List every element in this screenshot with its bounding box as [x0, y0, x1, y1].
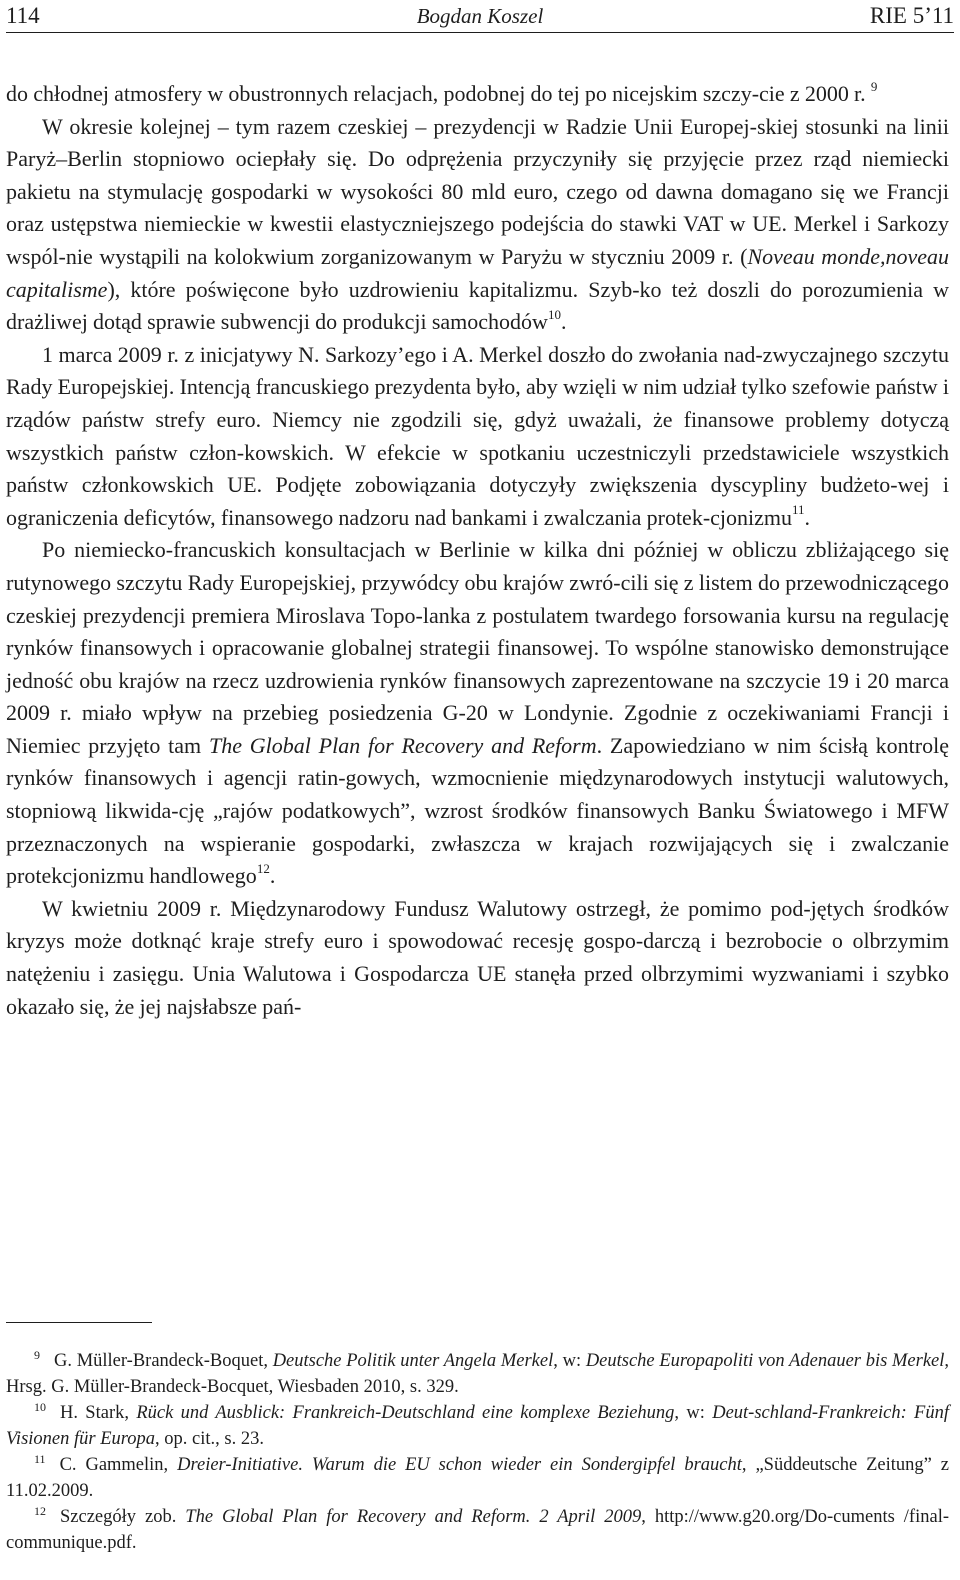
footnote-9	[6, 1348, 949, 1400]
running-header	[6, 2, 954, 33]
paragraph-text: .	[560, 309, 567, 335]
footnote-12	[6, 1504, 949, 1556]
footnote-text: H. Stark,	[60, 1403, 137, 1423]
paragraph-4	[6, 534, 949, 893]
footnote-italic: Rück und Ausblick: Frankreich-Deutschland eine komplexe Beziehung	[136, 1403, 675, 1423]
paragraph-text: .	[269, 863, 276, 889]
paragraph-text: .	[804, 504, 811, 530]
footnote-ref-11[interactable]: 11	[792, 502, 805, 518]
paragraph-3	[6, 339, 949, 535]
paragraph-text: . Zapowiedziano w nim ścisłą kontrolę rynków finansowych i agencji ratin-gowych, wzmocnienie międzynarodowych instytucji walutowych, stopniową likwida-cję „rajów podatkowych”, wzrost środków finansowych Banku Światowego i MFW przeznaczonych na wspieranie gospodarki, zwłaszcza w krajach rozwijających się i zwalczanie protekcjonizmu handlowego	[6, 732, 950, 889]
footnote-italic: Dreier-Initiative. Warum die EU schon wieder ein Sondergipfel braucht	[177, 1455, 742, 1475]
footnote-text: , w:	[553, 1351, 586, 1371]
footnote-text: , op. cit., s. 23.	[155, 1429, 264, 1449]
footnote-text: , „Süddeutsche Zeitung” z 11.02.2009.	[6, 1455, 950, 1501]
footnote-italic: Deutsche Politik unter Angela Merkel	[272, 1351, 554, 1371]
paragraph-text: ), które poświęcone było uzdrowieniu kapitalizmu. Szyb-ko też doszli do porozumienia w drażliwej dotąd sprawie subwencji do produkcji samochodów	[6, 276, 949, 335]
paragraph-text: Po niemiecko-francuskich konsultacjach w Berlinie w kilka dni później w obliczu zbliżającego się rutynowego szczytu Rady Europejskiej, przywódcy obu krajów zwró-cili się z listem do przewodniczącego czeskiej prezydencji premiera Miroslava Topo-lanka z postulatem twardego forsowania kursu na regulację rynków finansowych i opracowanie globalnej strategii finansowej. To wspólne stanowisko demonstrujące jedność obu krajów na rzecz uzdrowienia rynków finansowych zaprezentowane na szczycie 19 i 20 marca 2009 r. miało wpływ na przebieg posiedzenia G-20 w Londynie. Zgodnie z oczekiwaniami Francji i Niemiec przyjęto tam	[6, 537, 949, 758]
footnote-italic: Deut-schland-Frankreich: Fünf Visionen für Europa	[6, 1403, 949, 1449]
footnote-text: Szczegóły zob.	[60, 1507, 186, 1527]
footnote-text: C. Gammelin,	[59, 1455, 178, 1475]
italic-title: Noveau monde,noveau capitalisme	[6, 243, 949, 302]
footnote-text: , Hrsg. G. Müller-Brandeck-Bocquet, Wiesbaden 2010, s. 329.	[6, 1351, 950, 1397]
main-text	[6, 78, 949, 1023]
paragraph-2	[6, 111, 949, 339]
paragraph-text: do chłodnej atmosfery w obustronnych relacjach, podobnej do tej po nicejskim szczy-cie z 2000 r.	[6, 81, 866, 106]
paragraph-text: 1 marca 2009 r. z inicjatywy N. Sarkozy’ego i A. Merkel doszło do zwołania nad-zwyczajnego szczytu Rady Europejskiej. Intencją francuskiego prezydenta było, aby wzięli w nim udział tylko szefowie państw i rządów państw strefy euro. Niemcy nie zgodzili się, gdyż uważali, że finansowe problemy dotyczą wszystkich państw człon-kowskich. W efekcie w spotkaniu uczestniczyli przedstawiciele wszystkich państw członkowskich UE. Podjęte zobowiązania dotyczyły zwiększenia dyscypliny budżeto-wej i ograniczenia deficytów, finansowego nadzoru nad bankami i zwalczania protek-cjonizmu	[6, 341, 949, 530]
footnote-number: 12	[34, 1503, 46, 1518]
footnote-11	[6, 1452, 949, 1504]
footnote-number: 9	[34, 1347, 40, 1362]
footnotes	[6, 1348, 949, 1556]
journal-issue: RIE 5’11	[869, 3, 954, 28]
footnote-italic: Deutsche Europapoliti von Adenauer bis Merkel	[585, 1351, 945, 1371]
paragraph-text: W okresie kolejnej – tym razem czeskiej – prezydencji w Radzie Unii Europej-skiej stosunki na linii Paryż–Berlin stopniowo ociepłały się. Do odprężenia przyczyniły się przyjęcie przez rząd niemiecki pakietu na stymulację gospodarki w wysokości 80 mld euro, czego od dawna domagano się we Francji oraz ustępstwa niemieckie w kwestii elastyczniejszego podejścia do stawki VAT w UE. Merkel i Sarkozy wspól-nie wystąpili na kolokwium zorganizowanym w Paryżu w styczniu 2009 r. (	[6, 113, 949, 269]
paragraph-5: W kwietniu 2009 r. Międzynarodowy Fundusz Walutowy ostrzegł, że pomimo pod-jętych środków kryzys może dotknąć kraje strefy euro i spowodować recesję gospo-darczą i bezrobocie o olbrzymim natężeniu i zasięgu. Unia Walutowa i Gospodarcza UE stanęła przed olbrzymimi wyzwaniami i szybko okazało się, że jej najsłabsze pań-	[6, 895, 949, 1019]
footnote-text: , http://www.g20.org/Do-cuments /final-communique.pdf.	[6, 1507, 949, 1553]
page-number: 114	[6, 3, 40, 28]
italic-title: The Global Plan for Recovery and Reform	[208, 732, 597, 758]
running-author: Bogdan Koszel	[416, 4, 544, 28]
footnote-separator	[6, 1322, 152, 1323]
footnote-number: 10	[34, 1399, 46, 1414]
footnote-ref-12[interactable]: 12	[256, 860, 270, 876]
footnote-ref-9[interactable]: 9	[870, 78, 878, 94]
footnote-italic: The Global Plan for Recovery and Reform. 2 April 2009	[185, 1507, 642, 1527]
footnote-text: , w:	[674, 1403, 713, 1423]
footnote-10	[6, 1400, 949, 1452]
footnote-ref-10[interactable]: 10	[547, 306, 561, 322]
footnote-number: 11	[34, 1451, 46, 1466]
footnote-text: G. Müller-Brandeck-Boquet,	[54, 1351, 273, 1371]
paragraph-1	[6, 78, 949, 111]
